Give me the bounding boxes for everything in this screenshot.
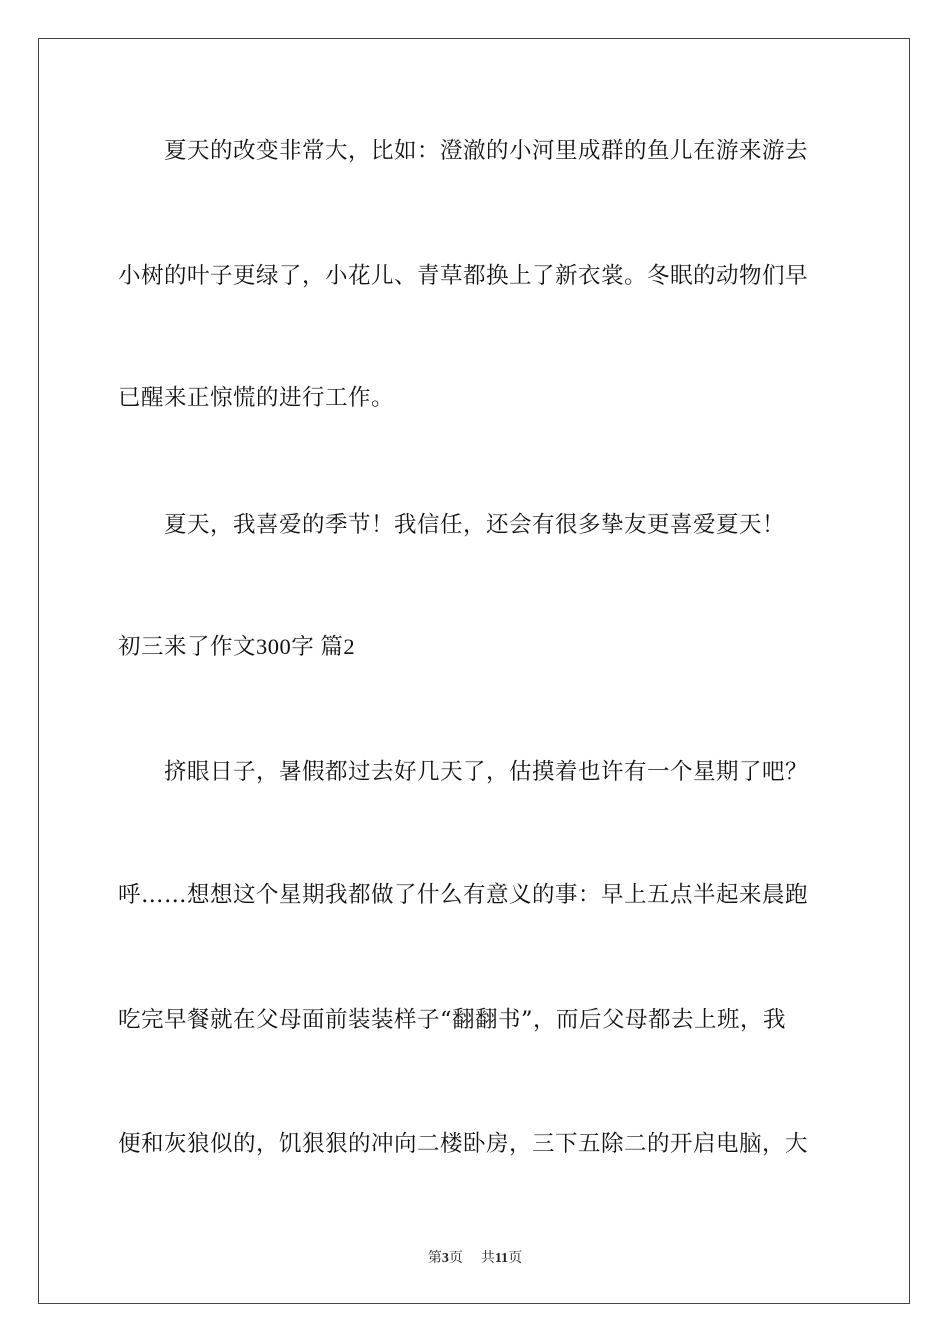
paragraph-line: 便和灰狼似的，饥狠狠的冲向二楼卧房，三下五除二的开启电脑，大 <box>118 1131 809 1157</box>
footer-total-prefix: 共 <box>480 1251 495 1266</box>
page-footer <box>0 1247 950 1267</box>
footer-page-current: 3 <box>441 1251 449 1266</box>
footer-total-suffix: 页 <box>508 1251 523 1266</box>
page-border <box>38 38 910 1304</box>
paragraph-line: 已醒来正惊慌的进行工作。 <box>118 385 395 411</box>
paragraph-line: 呼……想想这个星期我都做了什么有意义的事：早上五点半起来晨跑 <box>118 882 809 908</box>
footer-page-prefix: 第 <box>427 1251 442 1266</box>
paragraph-line: 夏天，我喜爱的季节！我信任，还会有很多挚友更喜爱夏天！ <box>164 512 786 538</box>
paragraph-line: 吃完早餐就在父母面前装装样子“翻翻书”，而后父母都去上班，我 <box>118 1007 787 1033</box>
paragraph-line: 挤眼日子，暑假都过去好几天了，估摸着也许有一个星期了吧？ <box>164 759 809 785</box>
paragraph-line: 夏天的改变非常大，比如：澄澈的小河里成群的鱼儿在游来游去 <box>164 138 809 164</box>
footer-page-suffix: 页 <box>448 1251 463 1266</box>
footer-page-total: 11 <box>494 1251 509 1266</box>
section-heading: 初三来了作文300字 篇2 <box>118 634 356 659</box>
paragraph-line: 小树的叶子更绿了，小花儿、青草都换上了新衣裳。冬眠的动物们早 <box>118 263 809 289</box>
